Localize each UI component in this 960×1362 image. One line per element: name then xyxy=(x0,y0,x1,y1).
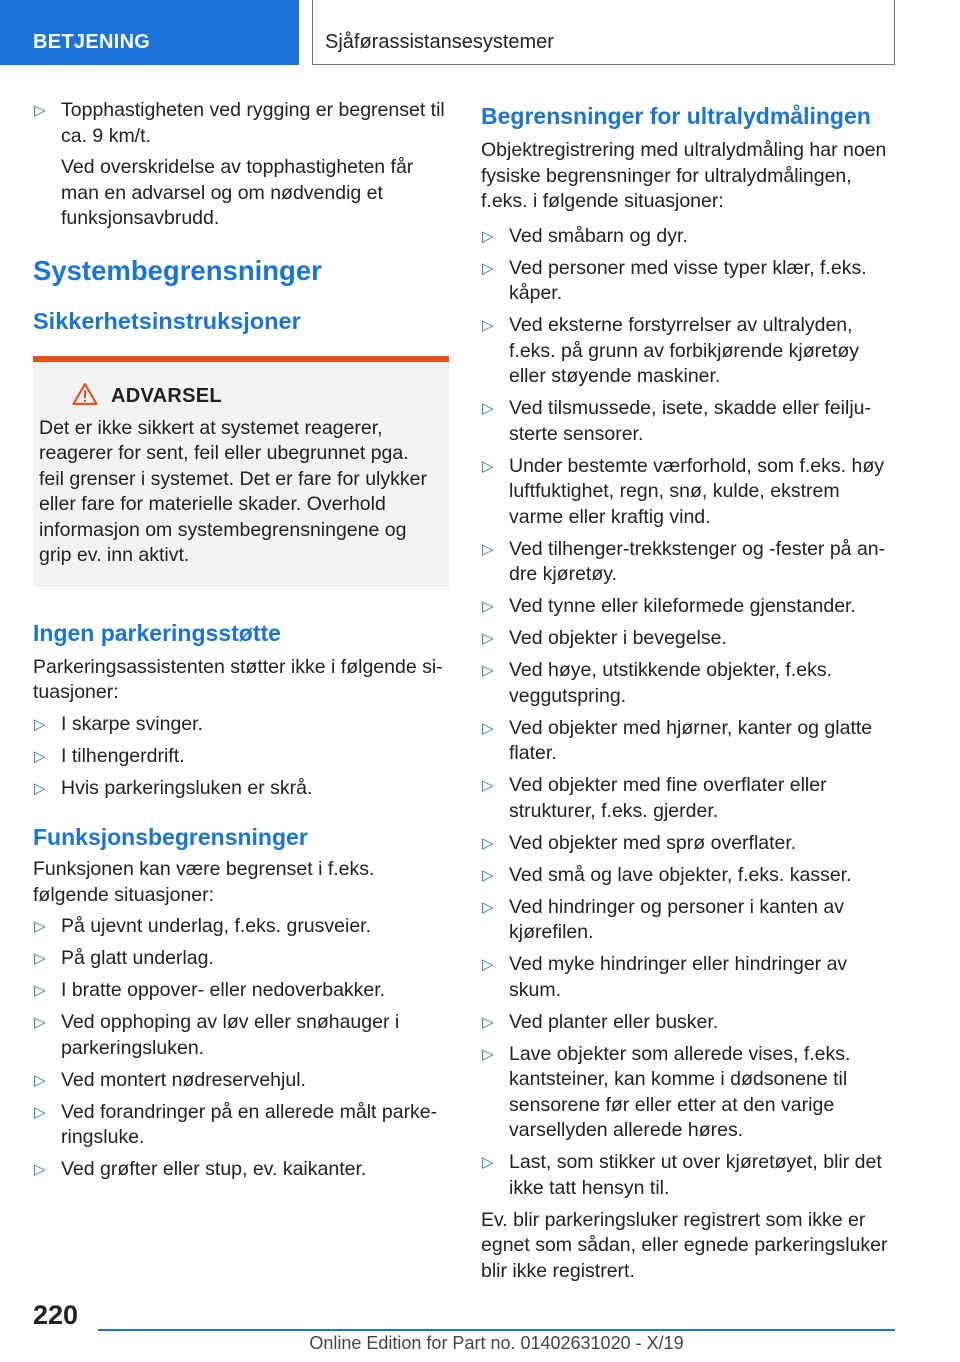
list-item xyxy=(481,256,897,307)
ultrasound-limits-list xyxy=(481,224,897,1202)
list-item-text: Ved myke hindringer eller hindringer av skum. xyxy=(509,953,848,1001)
warning-triangle-icon xyxy=(72,382,98,406)
header-chapter-box xyxy=(312,0,895,65)
list-item xyxy=(33,744,449,770)
list-item-text: Topphastigheten ved rygging er begrenset til ca. 9 km/t. xyxy=(61,99,445,147)
heading-safety-instructions: Sikkerhetsinstruksjoner xyxy=(33,307,301,334)
list-item-text: Ved objekter med sprø overflater. xyxy=(509,831,797,854)
list-item xyxy=(481,658,897,709)
left-column xyxy=(33,98,449,1189)
list-item-text: Ved småbarn og dyr. xyxy=(509,224,688,247)
list-item-text: Last, som stikker ut over kjøretøyet, blir det ikke tatt hensyn til. xyxy=(509,1151,882,1199)
paragraph: Funksjonen kan være begrenset i f.eks. følgende situasjoner: xyxy=(33,858,375,906)
list-item-text: Under bestemte værforhold, som f.eks. høy luftfuktighet, regn, snø, kulde, ekstrem varme eller kraftig vind. xyxy=(509,454,884,528)
list-item-text: Ved objekter med hjørner, kanter og glatte flater. xyxy=(509,716,873,764)
heading-no-parking-support: Ingen parkeringsstøtte xyxy=(33,619,281,646)
list-item xyxy=(481,863,897,889)
bullet-triangle-icon: ▷ xyxy=(34,1071,46,1089)
list-item-text: Ved montert nødreservehjul. xyxy=(61,1068,306,1091)
bullet-triangle-icon: ▷ xyxy=(482,317,494,334)
no-support-list xyxy=(33,712,449,802)
footer-edition: Online Edition for Part no. 01402631020 - X/19 xyxy=(309,1333,684,1353)
list-item xyxy=(481,773,897,824)
list-item-text: Ved objekter i bevegelse. xyxy=(509,627,727,649)
paragraph: Parkeringsassistenten støtter ikke i følgende situasjoner: xyxy=(33,655,443,703)
list-item-text: Ved tilsmussede, isete, skadde eller feiljusterte sensorer. xyxy=(509,397,872,445)
heading-ultrasound-limits: Begrensninger for ultralydmålingen xyxy=(481,103,871,129)
list-item-text: Ved forandringer på en allerede målt parkeringsluke. xyxy=(61,1100,438,1148)
list-item-text: På glatt underlag. xyxy=(61,947,214,969)
list-item-text: På ujevnt underlag, f.eks. grusveier. xyxy=(61,915,372,937)
bullet-triangle-icon: ▷ xyxy=(482,1013,494,1031)
list-item xyxy=(481,396,897,447)
bullet-triangle-icon: ▷ xyxy=(482,227,494,245)
list-item xyxy=(33,978,449,1004)
list-item xyxy=(33,1100,449,1151)
bullet-triangle-icon: ▷ xyxy=(482,1045,494,1063)
list-item-text: Ved grøfter eller stup, ev. kaikanter. xyxy=(61,1158,367,1180)
bullet-triangle-icon: ▷ xyxy=(34,982,46,999)
heading-function-limits: Funksjonsbegrensninger xyxy=(33,824,308,850)
list-item-text: Ved hindringer og personer i kanten av kjørefilen. xyxy=(509,895,844,943)
bullet-triangle-icon: ▷ xyxy=(34,1161,46,1178)
list-item xyxy=(33,914,449,940)
list-item xyxy=(481,895,897,946)
bullet-triangle-icon: ▷ xyxy=(482,898,494,916)
list-item-text: I tilhengerdrift. xyxy=(61,744,185,767)
list-item xyxy=(481,626,897,652)
bullet-triangle-icon: ▷ xyxy=(482,834,494,852)
list-item-text: I bratte oppover- eller nedoverbakker. xyxy=(61,979,386,1001)
list-item-text: Ved personer med visse typer klær, f.eks. kåper. xyxy=(509,256,867,304)
bullet-triangle-icon: ▷ xyxy=(482,400,494,417)
list-item-text: Ved eksterne forstyrrelser av ultralyden, f.eks. på grunn av forbikjørende kjøretøy eller støyende maskiner. xyxy=(509,314,860,387)
list-item-text: Lave objekter som allerede vises, f.eks. kantsteiner, kan komme i dødsonene til sensorene før eller etter at den varige varsellyden allerede høres. xyxy=(509,1042,851,1141)
list-item-text: Ved overskridelse av topphastigheten får man en advarsel og om nødvendig et funksjonsavbrudd. xyxy=(61,156,414,229)
function-limits-list xyxy=(33,914,449,1183)
list-item-text: Hvis parkeringsluken er skrå. xyxy=(61,776,313,799)
bullet-triangle-icon: ▷ xyxy=(482,777,494,794)
bullet-triangle-icon: ▷ xyxy=(482,1154,494,1171)
bullet-triangle-icon: ▷ xyxy=(482,866,494,884)
bullet-triangle-icon: ▷ xyxy=(34,918,46,935)
bullet-triangle-icon: ▷ xyxy=(482,259,494,277)
list-item xyxy=(33,712,449,738)
warning-text: Det er ikke sikkert at systemet reagerer, reagerer for sent, feil eller ubegrunnet pga. feil grenser i systemet. Det er fare for ulykker eller fare for materielle skader. Overhold informasjon om systembegrensningene og grip ev. inn aktivt. xyxy=(39,416,427,566)
list-item xyxy=(481,831,897,857)
page-number: 220 xyxy=(33,1300,79,1330)
bullet-triangle-icon: ▷ xyxy=(482,457,494,475)
list-item xyxy=(481,594,897,620)
list-item xyxy=(481,1042,897,1144)
list-item xyxy=(481,224,897,250)
warning-title: ADVARSEL xyxy=(111,384,222,407)
list-item-text: Ved planter eller busker. xyxy=(509,1010,719,1033)
list-item xyxy=(481,1150,897,1201)
list-item xyxy=(481,1010,897,1036)
list-item xyxy=(33,946,449,972)
list-item-text: Ved opphoping av løv eller snøhauger i parkeringsluken. xyxy=(61,1011,400,1059)
list-item-text: Ved små og lave objekter, f.eks. kasser. xyxy=(509,863,852,886)
warning-header xyxy=(39,382,437,412)
list-item xyxy=(33,776,449,802)
bullet-triangle-icon: ▷ xyxy=(34,950,46,967)
list-item-text: Ved tynne eller kileformede gjenstander. xyxy=(509,595,856,617)
paragraph: Objektregistrering med ultralydmåling har noen fysiske begrensninger for ultralydmålingen, f.eks. i følgende situasjoner: xyxy=(481,139,887,212)
list-item-text: Ved høye, utstikkende objekter, f.eks. veggutspring. xyxy=(509,659,833,707)
bullet-triangle-icon: ▷ xyxy=(482,598,494,615)
heading-system-limits: Systembegrensninger xyxy=(33,254,322,286)
warning-box xyxy=(33,356,449,587)
header-chapter-label: Sjåførassistansesystemer xyxy=(325,31,554,53)
right-column xyxy=(481,102,897,1290)
list-item xyxy=(33,1010,449,1061)
bullet-triangle-icon: ▷ xyxy=(34,1103,46,1121)
list-item xyxy=(481,454,897,531)
paragraph-outro: Ev. blir parkeringsluker registrert som ikke er egnet som sådan, eller egnede parkeringsluker blir ikke registrert. xyxy=(481,1208,888,1282)
bullet-triangle-icon: ▷ xyxy=(34,102,46,119)
list-item xyxy=(481,313,897,390)
list-item-text: Ved tilhenger-trekkstenger og -fester på andre kjøretøy. xyxy=(509,537,886,585)
bullet-triangle-icon: ▷ xyxy=(34,715,46,733)
bullet-triangle-icon: ▷ xyxy=(482,662,494,679)
list-item xyxy=(33,1068,449,1094)
list-item xyxy=(33,98,449,232)
bullet-triangle-icon: ▷ xyxy=(482,540,494,558)
bullet-triangle-icon: ▷ xyxy=(34,747,46,765)
bullet-triangle-icon: ▷ xyxy=(34,1014,46,1031)
bullet-triangle-icon: ▷ xyxy=(482,630,494,647)
footer-divider xyxy=(98,1329,895,1331)
list-item xyxy=(481,952,897,1003)
bullet-triangle-icon: ▷ xyxy=(34,779,46,797)
list-item-text: I skarpe svinger. xyxy=(61,712,203,735)
list-item xyxy=(481,716,897,767)
header-section-tab xyxy=(0,0,299,65)
list-item xyxy=(33,1157,449,1183)
list-item xyxy=(481,537,897,588)
header-section-label: BETJENING xyxy=(33,31,151,53)
list-item-text: Ved objekter med fine overflater eller strukturer, f.eks. gjerder. xyxy=(509,774,827,822)
bullet-triangle-icon: ▷ xyxy=(482,956,494,973)
bullet-triangle-icon: ▷ xyxy=(482,719,494,737)
